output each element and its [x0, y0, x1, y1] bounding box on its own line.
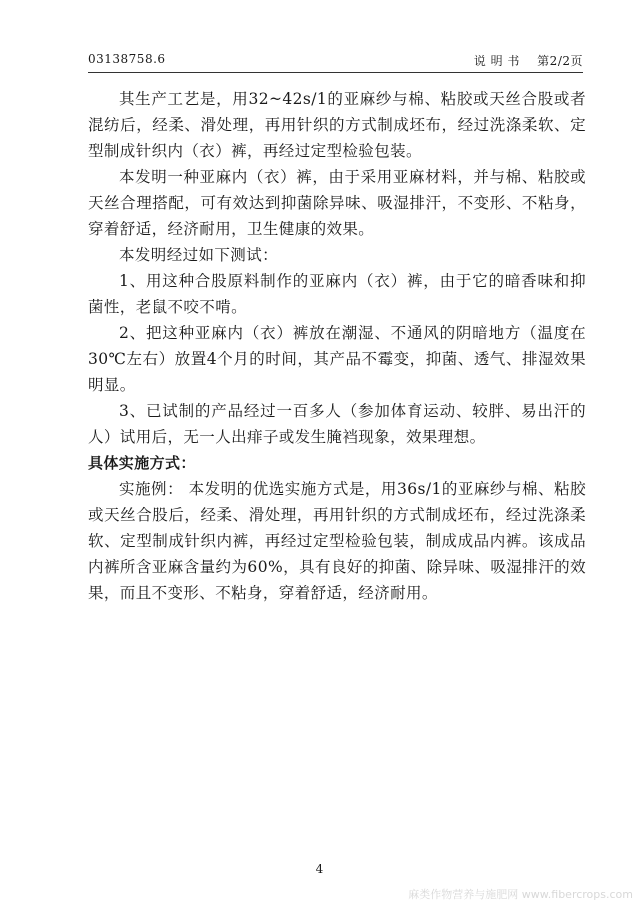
page-number: 4: [315, 862, 324, 876]
paragraph-invention-effect: 本发明一种亚麻内（衣）裤，由于采用亚麻材料，并与棉、粘胶或天丝合理搭配，可有效达到抑菌除异味、吸湿排汗，不变形、不粘身，穿着舒适，经济耐用，卫生健康的效果。: [88, 168, 586, 238]
paragraph-process: 其生产工艺是，用32~42s/1的亚麻纱与棉、粘胶或天丝合股或者混纺后，经柔、滑处理，再用针织的方式制成坯布，经过洗涤柔软、定型制成针织内（衣）裤，再经过定型检验包装。: [88, 90, 586, 160]
site-watermark: 麻类作物营养与施肥网 www.fibercrops.com: [408, 888, 633, 901]
application-number: 03138758.6: [88, 52, 166, 66]
section-heading: 具体实施方式：: [88, 454, 196, 472]
document-body: [88, 86, 586, 606]
paragraph-test-1: 1、用这种合股原料制作的亚麻内（衣）裤，由于它的暗香味和抑菌性，老鼠不咬不啃。: [88, 272, 586, 316]
header-rule: [88, 72, 583, 73]
paragraph-tests-intro: 本发明经过如下测试：: [119, 246, 279, 264]
page-header: [88, 52, 583, 74]
paragraph-example: 实施例： 本发明的优选实施方式是，用36s/1的亚麻纱与棉、粘胶或天丝合股后，经柔、滑处理，再用针织的方式制成坯布，经过洗涤柔软、定型制成针织内裤，再经过定型检验包装，制成成品内裤。该成品内裤所含亚麻含量约为60%，具有良好的抑菌、除异味、吸湿排汗的效果，而且不变形、不粘身，穿着舒适，经济耐用。: [88, 480, 586, 602]
paragraph-test-2: 2、把这种亚麻内（衣）裤放在潮湿、不通风的阴暗地方（温度在30℃左右）放置4个月的时间，其产品不霉变，抑菌、透气、排湿效果明显。: [88, 324, 586, 394]
document-type-and-page: 说 明 书 第2/2页: [473, 54, 583, 68]
paragraph-test-3: 3、已试制的产品经过一百多人（参加体育运动、较胖、易出汗的人）试用后，无一人出痱子或发生腌裆现象，效果理想。: [88, 402, 586, 446]
